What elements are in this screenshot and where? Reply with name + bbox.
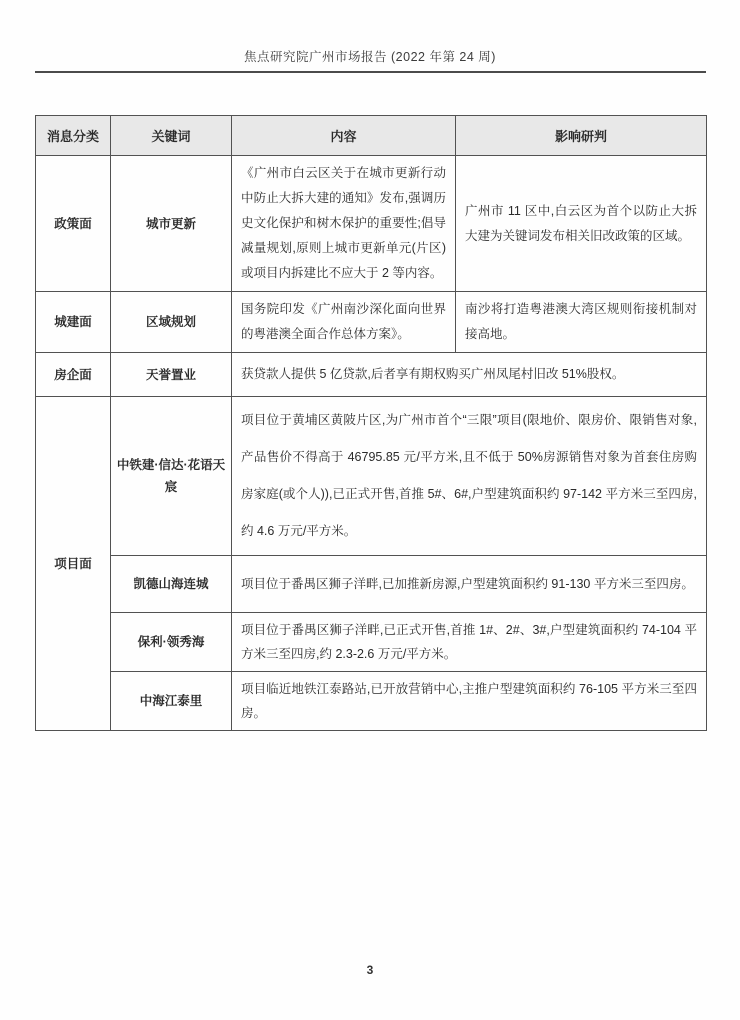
category-cell: 城建面 bbox=[36, 292, 111, 353]
header-category: 消息分类 bbox=[36, 116, 111, 156]
content-cell: 国务院印发《广州南沙深化面向世界的粤港澳全面合作总体方案》。 bbox=[232, 292, 456, 353]
header-keyword: 关键词 bbox=[111, 116, 232, 156]
table-row-project-3 bbox=[36, 613, 707, 672]
impact-cell: 南沙将打造粤港澳大湾区规则衔接机制对接高地。 bbox=[456, 292, 707, 353]
market-report-table bbox=[35, 115, 707, 731]
content-cell-merged: 项目位于番禺区狮子洋畔,已加推新房源,户型建筑面积约 91-130 平方米三至四房。 bbox=[232, 556, 707, 613]
keyword-cell: 区域规划 bbox=[111, 292, 232, 353]
header-content: 内容 bbox=[232, 116, 456, 156]
table-header-row bbox=[36, 116, 707, 156]
impact-cell: 广州市 11 区中,白云区为首个以防止大拆大建为关键词发布相关旧改政策的区域。 bbox=[456, 156, 707, 292]
keyword-cell: 中海江泰里 bbox=[111, 672, 232, 731]
table-row-project-2 bbox=[36, 556, 707, 613]
content-cell-merged: 项目临近地铁江泰路站,已开放营销中心,主推户型建筑面积约 76-105 平方米三至四房。 bbox=[232, 672, 707, 731]
category-cell: 房企面 bbox=[36, 353, 111, 397]
category-cell-projects: 项目面 bbox=[36, 397, 111, 731]
keyword-cell: 保利·领秀海 bbox=[111, 613, 232, 672]
header-impact: 影响研判 bbox=[456, 116, 707, 156]
content-cell-merged: 项目位于番禺区狮子洋畔,已正式开售,首推 1#、2#、3#,户型建筑面积约 74-104 平方米三至四房,约 2.3-2.6 万元/平方米。 bbox=[232, 613, 707, 672]
content-cell: 《广州市白云区关于在城市更新行动中防止大拆大建的通知》发布,强调历史文化保护和树木保护的重要性;倡导减量规划,原则上城市更新单元(片区)或项目内拆建比不应大于 2 等内容。 bbox=[232, 156, 456, 292]
content-cell-merged: 获贷款人提供 5 亿贷款,后者享有期权购买广州凤尾村旧改 51%股权。 bbox=[232, 353, 707, 397]
table-row-policy bbox=[36, 156, 707, 292]
report-header-title: 焦点研究院广州市场报告 (2022 年第 24 周) bbox=[244, 50, 496, 64]
header-divider bbox=[35, 71, 706, 73]
content-cell-merged: 项目位于黄埔区黄陂片区,为广州市首个“三限”项目(限地价、限房价、限销售对象,产品售价不得高于 46795.85 元/平方米,且不低于 50%房源销售对象为首套住房购房家庭(或个人)),已正式开售,首推 5#、6#,户型建筑面积约 97-142 平方米三至四房,约 4.6 万元/平方米。 bbox=[232, 397, 707, 556]
table-row-project-4 bbox=[36, 672, 707, 731]
page-number: 3 bbox=[366, 963, 374, 977]
keyword-cell: 中铁建·信达·花语天宸 bbox=[111, 397, 232, 556]
table-row-project-1 bbox=[36, 397, 707, 556]
table-row-urban bbox=[36, 292, 707, 353]
keyword-cell: 城市更新 bbox=[111, 156, 232, 292]
table-row-developer bbox=[36, 353, 707, 397]
category-cell: 政策面 bbox=[36, 156, 111, 292]
keyword-cell: 凯德山海连城 bbox=[111, 556, 232, 613]
keyword-cell: 天誉置业 bbox=[111, 353, 232, 397]
